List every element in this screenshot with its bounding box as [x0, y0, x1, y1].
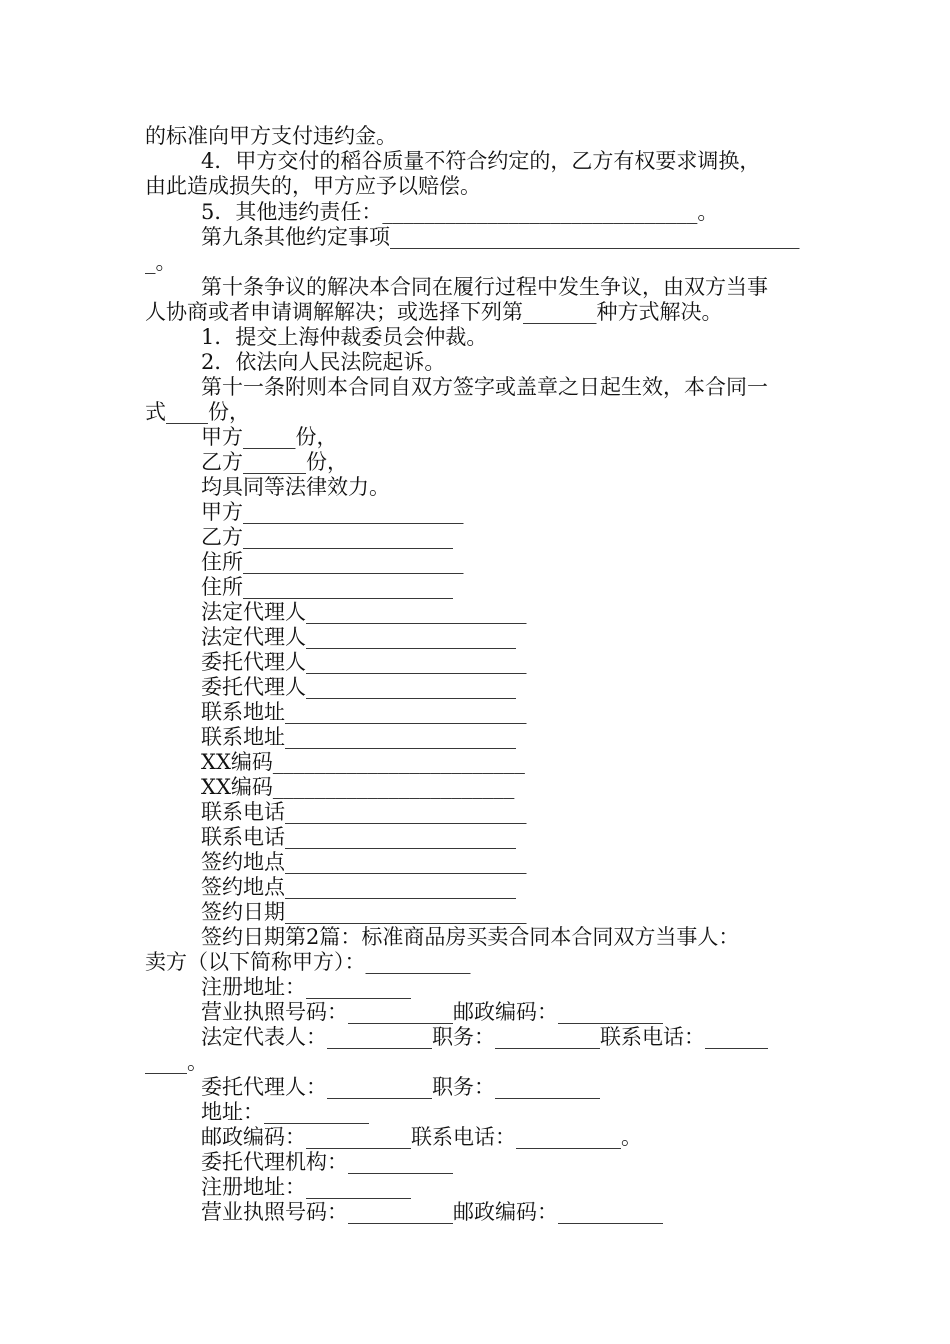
text-line: 营业执照号码：__________邮政编码：__________: [201, 1200, 663, 1224]
text-line: 签约日期第2篇：标准商品房买卖合同本合同双方当事人：: [201, 925, 740, 949]
text-line: 住所_____________________: [201, 550, 464, 574]
text-line: _。: [145, 250, 177, 274]
text-line: 均具同等法律效力。: [201, 475, 390, 499]
text-line: 委托代理人____________________: [201, 675, 516, 699]
text-line: 由此造成损失的，甲方应予以赔偿。: [145, 174, 481, 198]
text-line: 甲方_____份，: [201, 425, 338, 449]
text-line: 联系地址_______________________: [201, 700, 527, 724]
text-line: ____。: [145, 1050, 208, 1074]
text-line: 委托代理人_____________________: [201, 650, 527, 674]
text-line: 卖方（以下简称甲方）：__________: [145, 950, 471, 974]
text-line: 第十条争议的解决本合同在履行过程中发生争议，由双方当事: [201, 275, 768, 299]
text-line: 式____份，: [145, 400, 250, 424]
text-line: 地址：__________: [201, 1100, 369, 1124]
text-line: 联系地址______________________: [201, 725, 516, 749]
text-line: 联系电话______________________: [201, 825, 516, 849]
text-line: 委托代理机构：__________: [201, 1150, 453, 1174]
text-line: 第九条其他约定事项_______________________________________: [201, 225, 800, 249]
text-line: 4．甲方交付的稻谷质量不符合约定的，乙方有权要求调换，: [201, 149, 761, 173]
text-line: 注册地址：__________: [201, 975, 411, 999]
text-line: 营业执照号码：__________邮政编码：__________: [201, 1000, 663, 1024]
text-line: 人协商或者申请调解解决；或选择下列第_______种方式解决。: [145, 300, 723, 324]
text-line: 乙方____________________: [201, 525, 453, 549]
text-line: 的标准向甲方支付违约金。: [145, 124, 397, 148]
text-line: 5．其他违约责任：______________________________。: [201, 200, 719, 224]
text-line: 2．依法向人民法院起诉。: [201, 350, 446, 374]
text-line: 联系电话_______________________: [201, 800, 527, 824]
text-line: 第十一条附则本合同自双方签字或盖章之日起生效，本合同一: [201, 375, 768, 399]
text-line: 邮政编码：__________联系电话：__________。: [201, 1125, 642, 1149]
text-line: 注册地址：__________: [201, 1175, 411, 1199]
text-line: 法定代表人：__________职务：__________联系电话：______: [201, 1025, 768, 1049]
text-line: 签约日期_______________________: [201, 900, 527, 924]
text-line: 法定代理人____________________: [201, 625, 516, 649]
text-line: 法定代理人_____________________: [201, 600, 527, 624]
text-line: 甲方_____________________: [201, 500, 464, 524]
text-line: 1．提交上海仲裁委员会仲裁。: [201, 325, 488, 349]
text-line: XX编码________________________: [201, 750, 525, 774]
text-line: 乙方______份，: [201, 450, 348, 474]
text-line: 签约地点_______________________: [201, 850, 527, 874]
text-line: 签约地点______________________: [201, 875, 516, 899]
text-line: 委托代理人：__________职务：__________: [201, 1075, 600, 1099]
text-line: XX编码_______________________: [201, 775, 515, 799]
text-line: 住所____________________: [201, 575, 453, 599]
